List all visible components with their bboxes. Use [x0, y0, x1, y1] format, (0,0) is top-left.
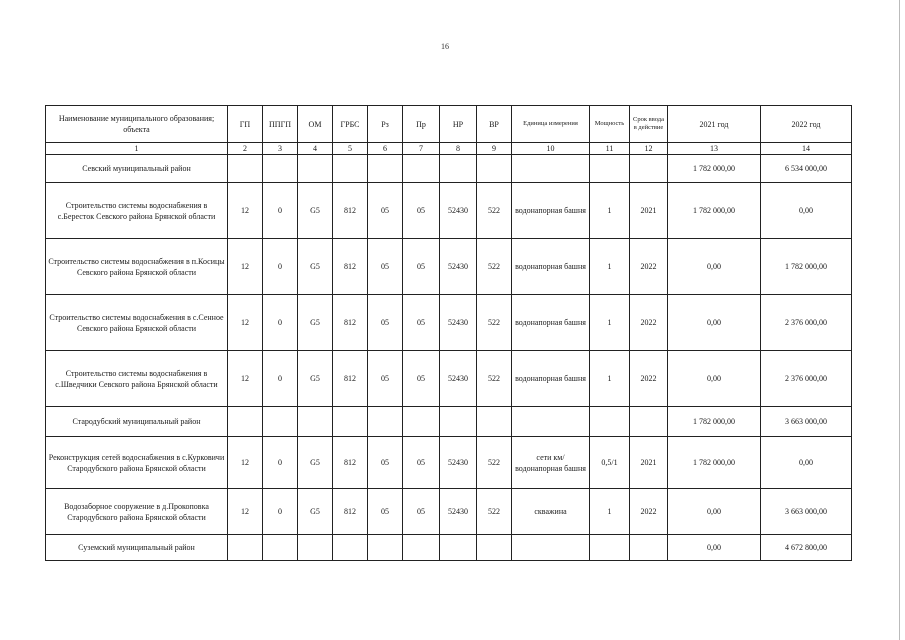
budget-table [45, 105, 852, 561]
object-name: Строительство системы водоснабжения в с.Шведчики Севского района Брянской области [46, 351, 228, 407]
column-number: 7 [403, 143, 440, 155]
column-number-row [46, 143, 852, 155]
gp-value: 12 [228, 183, 263, 239]
capacity-value: 1 [590, 183, 630, 239]
district-name: Севский муниципальный район [46, 155, 228, 183]
object-name: Строительство системы водоснабжения в с.Берестoк Севского района Брянской области [46, 183, 228, 239]
launch-year: 2021 [630, 183, 668, 239]
launch-year: 2021 [630, 437, 668, 489]
amount-2021: 0,00 [668, 239, 761, 295]
object-name: Реконструкция сетей водоснабжения в с.Курковичи Стародубского района Брянской области [46, 437, 228, 489]
column-number: 5 [333, 143, 368, 155]
amount-2022: 4 672 800,00 [761, 535, 852, 561]
amount-2022: 3 663 000,00 [761, 489, 852, 535]
col-header-unit: Единица измерения [512, 106, 590, 143]
amount-2021: 1 782 000,00 [668, 437, 761, 489]
vr-value: 522 [477, 437, 512, 489]
capacity-value: 1 [590, 489, 630, 535]
ppgp-value: 0 [263, 295, 298, 351]
unit-value: водонапорная башня [512, 295, 590, 351]
rz-value: 05 [368, 295, 403, 351]
ppgp-value: 0 [263, 239, 298, 295]
capacity-value: 1 [590, 351, 630, 407]
column-number: 11 [590, 143, 630, 155]
col-header-nr: НР [440, 106, 477, 143]
nr-value: 52430 [440, 183, 477, 239]
amount-2021: 1 782 000,00 [668, 155, 761, 183]
grbs-value: 812 [333, 351, 368, 407]
amount-2022: 2 376 000,00 [761, 351, 852, 407]
pr-value: 05 [403, 351, 440, 407]
col-header-capacity: Мощность [590, 106, 630, 143]
object-name: Строительство системы водоснабжения в с.Сенное Севского района Брянской области [46, 295, 228, 351]
rz-value: 05 [368, 239, 403, 295]
object-row [46, 437, 852, 489]
capacity-value: 1 [590, 239, 630, 295]
object-row [46, 295, 852, 351]
column-number: 6 [368, 143, 403, 155]
nr-value: 52430 [440, 351, 477, 407]
launch-year: 2022 [630, 239, 668, 295]
om-value: G5 [298, 295, 333, 351]
vr-value: 522 [477, 239, 512, 295]
unit-value: водонапорная башня [512, 351, 590, 407]
gp-value: 12 [228, 295, 263, 351]
col-header-2022: 2022 год [761, 106, 852, 143]
unit-value: водонапорная башня [512, 183, 590, 239]
col-header-launch-term: Срок ввода в действие [630, 106, 668, 143]
rz-value: 05 [368, 351, 403, 407]
col-header-2021: 2021 год [668, 106, 761, 143]
gp-value: 12 [228, 489, 263, 535]
grbs-value: 812 [333, 183, 368, 239]
launch-year: 2022 [630, 295, 668, 351]
district-name: Суземский муниципальный район [46, 535, 228, 561]
col-header-gp: ГП [228, 106, 263, 143]
grbs-value: 812 [333, 437, 368, 489]
grbs-value: 812 [333, 295, 368, 351]
amount-2022: 6 534 000,00 [761, 155, 852, 183]
pr-value: 05 [403, 437, 440, 489]
unit-value: сети км/водонапорная башня [512, 437, 590, 489]
col-header-ppgp: ППГП [263, 106, 298, 143]
object-row [46, 183, 852, 239]
column-number: 10 [512, 143, 590, 155]
amount-2021: 1 782 000,00 [668, 407, 761, 437]
gp-value: 12 [228, 351, 263, 407]
ppgp-value: 0 [263, 183, 298, 239]
unit-value: скважина [512, 489, 590, 535]
om-value: G5 [298, 239, 333, 295]
ppgp-value: 0 [263, 437, 298, 489]
vr-value: 522 [477, 351, 512, 407]
nr-value: 52430 [440, 295, 477, 351]
gp-value: 12 [228, 437, 263, 489]
pr-value: 05 [403, 239, 440, 295]
column-number: 4 [298, 143, 333, 155]
header-row [46, 106, 852, 143]
rz-value: 05 [368, 489, 403, 535]
col-header-om: ОМ [298, 106, 333, 143]
gp-value: 12 [228, 239, 263, 295]
object-row [46, 351, 852, 407]
launch-year: 2022 [630, 351, 668, 407]
pr-value: 05 [403, 183, 440, 239]
col-header-grbs: ГРБС [333, 106, 368, 143]
unit-value: водонапорная башня [512, 239, 590, 295]
page-edge-line [899, 0, 900, 640]
pr-value: 05 [403, 489, 440, 535]
amount-2021: 1 782 000,00 [668, 183, 761, 239]
column-number: 14 [761, 143, 852, 155]
district-name: Стародубский муниципальный район [46, 407, 228, 437]
grbs-value: 812 [333, 239, 368, 295]
pr-value: 05 [403, 295, 440, 351]
vr-value: 522 [477, 489, 512, 535]
column-number: 3 [263, 143, 298, 155]
district-row [46, 407, 852, 437]
nr-value: 52430 [440, 489, 477, 535]
col-header-pr: Пр [403, 106, 440, 143]
column-number: 8 [440, 143, 477, 155]
col-header-rz: Рз [368, 106, 403, 143]
object-row [46, 239, 852, 295]
object-name: Строительство системы водоснабжения в п.Косицы Севского района Брянской области [46, 239, 228, 295]
object-row [46, 489, 852, 535]
col-header-vr: ВР [477, 106, 512, 143]
amount-2021: 0,00 [668, 535, 761, 561]
capacity-value: 0,5/1 [590, 437, 630, 489]
nr-value: 52430 [440, 239, 477, 295]
amount-2021: 0,00 [668, 351, 761, 407]
om-value: G5 [298, 437, 333, 489]
om-value: G5 [298, 489, 333, 535]
ppgp-value: 0 [263, 351, 298, 407]
amount-2022: 0,00 [761, 183, 852, 239]
capacity-value: 1 [590, 295, 630, 351]
amount-2021: 0,00 [668, 489, 761, 535]
amount-2022: 1 782 000,00 [761, 239, 852, 295]
col-header-name: Наименование муниципального образования; объекта [46, 106, 228, 143]
district-row [46, 535, 852, 561]
column-number: 1 [46, 143, 228, 155]
nr-value: 52430 [440, 437, 477, 489]
page-number: 16 [441, 42, 449, 51]
district-row [46, 155, 852, 183]
amount-2022: 0,00 [761, 437, 852, 489]
rz-value: 05 [368, 437, 403, 489]
object-name: Водозаборное сооружение в д.Прокоповка Стародубского района Брянской области [46, 489, 228, 535]
amount-2022: 3 663 000,00 [761, 407, 852, 437]
om-value: G5 [298, 183, 333, 239]
column-number: 13 [668, 143, 761, 155]
amount-2021: 0,00 [668, 295, 761, 351]
vr-value: 522 [477, 295, 512, 351]
vr-value: 522 [477, 183, 512, 239]
column-number: 12 [630, 143, 668, 155]
ppgp-value: 0 [263, 489, 298, 535]
launch-year: 2022 [630, 489, 668, 535]
rz-value: 05 [368, 183, 403, 239]
column-number: 9 [477, 143, 512, 155]
grbs-value: 812 [333, 489, 368, 535]
amount-2022: 2 376 000,00 [761, 295, 852, 351]
om-value: G5 [298, 351, 333, 407]
column-number: 2 [228, 143, 263, 155]
